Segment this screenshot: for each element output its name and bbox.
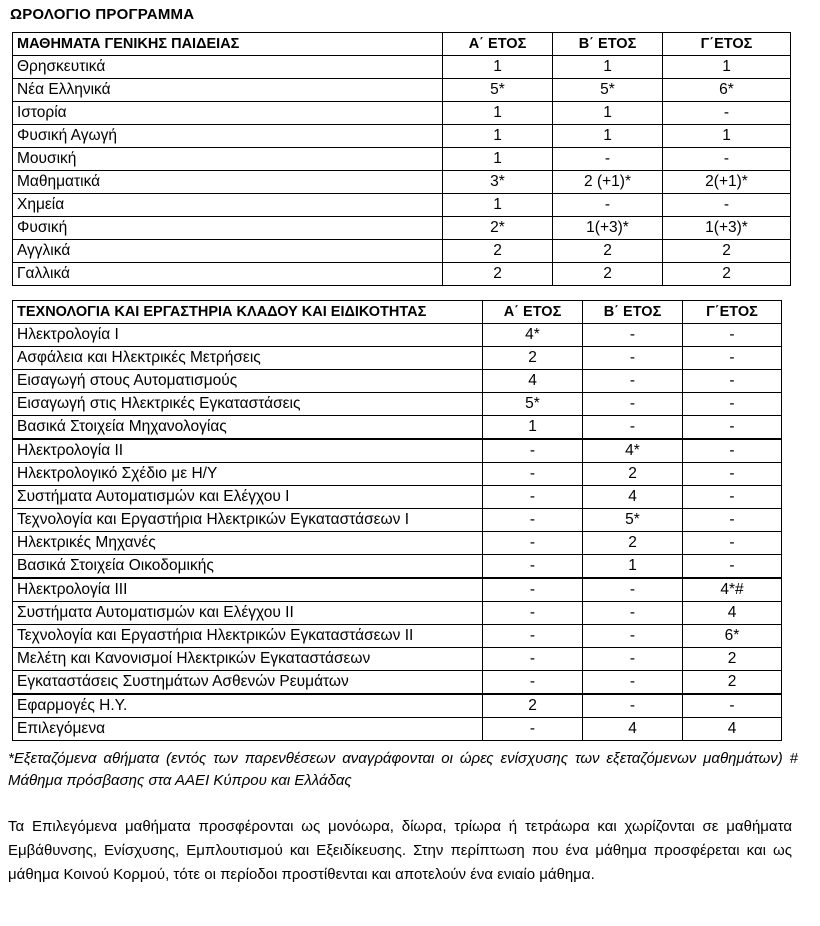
hours-cell: 4 (583, 486, 683, 509)
hours-cell: - (483, 509, 583, 532)
subject-cell: Φυσική Αγωγή (13, 125, 443, 148)
hours-cell: - (583, 671, 683, 695)
hours-cell: - (583, 648, 683, 671)
hours-cell: 3* (443, 171, 553, 194)
hours-cell: 1 (443, 56, 553, 79)
subject-cell: Αγγλικά (13, 240, 443, 263)
table-row (13, 393, 782, 416)
hours-cell: 5* (553, 79, 663, 102)
hours-cell: 4* (483, 324, 583, 347)
subject-cell: Συστήματα Αυτοματισμών και Ελέγχου Ι (13, 486, 483, 509)
table-row (13, 370, 782, 393)
hours-cell: 1 (443, 125, 553, 148)
table-row (13, 347, 782, 370)
hours-cell: 4 (483, 370, 583, 393)
table-row (13, 555, 782, 579)
general-education-table (12, 32, 791, 286)
table-row (13, 486, 782, 509)
subject-cell: Εισαγωγή στους Αυτοματισμούς (13, 370, 483, 393)
hours-cell: - (683, 347, 782, 370)
hours-cell: - (683, 555, 782, 579)
table-row (13, 171, 791, 194)
subject-cell: Ηλεκτρικές Μηχανές (13, 532, 483, 555)
subject-cell: Χημεία (13, 194, 443, 217)
hours-cell: 6* (683, 625, 782, 648)
subject-cell: Φυσική (13, 217, 443, 240)
hours-cell: 2 (683, 671, 782, 695)
hours-cell: 1 (553, 125, 663, 148)
hours-cell: - (483, 486, 583, 509)
hours-cell: - (483, 602, 583, 625)
hours-cell: - (583, 694, 683, 718)
column-header-subject: ΜΑΘΗΜΑΤΑ ΓΕΝΙΚΗΣ ΠΑΙΔΕΙΑΣ (13, 33, 443, 56)
hours-cell: 1 (553, 102, 663, 125)
hours-cell: - (583, 625, 683, 648)
tech-table-body (13, 324, 782, 741)
hours-cell: - (483, 671, 583, 695)
hours-cell: - (683, 416, 782, 440)
table-row (13, 694, 782, 718)
subject-cell: Ηλεκτρολογία ΙΙ (13, 439, 483, 463)
hours-cell: - (483, 718, 583, 741)
table-row (13, 56, 791, 79)
subject-cell: Γαλλικά (13, 263, 443, 286)
hours-cell: - (663, 148, 791, 171)
hours-cell: - (483, 578, 583, 602)
hours-cell: 6* (663, 79, 791, 102)
hours-cell: 2 (663, 240, 791, 263)
hours-cell: 2 (553, 263, 663, 286)
subject-cell: Ασφάλεια και Ηλεκτρικές Μετρήσεις (13, 347, 483, 370)
hours-cell: 4 (683, 602, 782, 625)
table-row (13, 125, 791, 148)
column-header-year-a: Α΄ ΕΤΟΣ (443, 33, 553, 56)
hours-cell: - (483, 463, 583, 486)
hours-cell: 2 (+1)* (553, 171, 663, 194)
hours-cell: 2 (683, 648, 782, 671)
hours-cell: - (583, 393, 683, 416)
hours-cell: 2 (583, 532, 683, 555)
hours-cell: 1 (443, 148, 553, 171)
table-row (13, 648, 782, 671)
table-row (13, 148, 791, 171)
table-row (13, 625, 782, 648)
hours-cell: - (683, 694, 782, 718)
footnote: *Εξεταζόμενα αθήματα (εντός των παρενθέσεων αναγράφονται οι ώρες ενίσχυσης των εξεταζόμενων μαθημάτων) # Μάθημα πρόσβασης στα ΑΑΕΙ Κύπρου και Ελλάδας (8, 750, 798, 789)
table-row (13, 416, 782, 440)
hours-cell: - (583, 324, 683, 347)
technology-workshops-table (12, 300, 782, 741)
hours-cell: - (683, 439, 782, 463)
hours-cell: 5* (443, 79, 553, 102)
column-header-year-c: Γ΄ΕΤΟΣ (663, 33, 791, 56)
hours-cell: 5* (583, 509, 683, 532)
column-header-year-c: Γ΄ΕΤΟΣ (683, 301, 782, 324)
column-header-subject: ΤΕΧΝΟΛΟΓΙΑ ΚΑΙ ΕΡΓΑΣΤΗΡΙΑ ΚΛΑΔΟΥ ΚΑΙ ΕΙΔΙΚΟΤΗΤΑΣ (13, 301, 483, 324)
hours-cell: - (663, 194, 791, 217)
hours-cell: - (583, 578, 683, 602)
subject-cell: Βασικά Στοιχεία Μηχανολογίας (13, 416, 483, 440)
hours-cell: - (483, 439, 583, 463)
hours-cell: - (483, 532, 583, 555)
subject-cell: Τεχνολογία και Εργαστήρια Ηλεκτρικών Εγκαταστάσεων ΙΙ (13, 625, 483, 648)
hours-cell: 4 (683, 718, 782, 741)
hours-cell: 2 (583, 463, 683, 486)
subject-cell: Εισαγωγή στις Ηλεκτρικές Εγκαταστάσεις (13, 393, 483, 416)
hours-cell: 2 (443, 263, 553, 286)
hours-cell: 2 (663, 263, 791, 286)
hours-cell: - (583, 347, 683, 370)
hours-cell: 1 (443, 102, 553, 125)
subject-cell: Θρησκευτικά (13, 56, 443, 79)
table-row (13, 578, 782, 602)
subject-cell: Μελέτη και Κανονισμοί Ηλεκτρικών Εγκαταστάσεων (13, 648, 483, 671)
hours-cell: 1 (483, 416, 583, 440)
hours-cell: - (683, 509, 782, 532)
subject-cell: Ηλεκτρολογία ΙΙΙ (13, 578, 483, 602)
subject-cell: Ηλεκτρολογία Ι (13, 324, 483, 347)
hours-cell: 1 (443, 194, 553, 217)
hours-cell: - (583, 370, 683, 393)
subject-cell: Εφαρμογές Η.Υ. (13, 694, 483, 718)
column-header-year-b: Β΄ ΕΤΟΣ (583, 301, 683, 324)
hours-cell: 2* (443, 217, 553, 240)
hours-cell: 1 (583, 555, 683, 579)
hours-cell: 1(+3)* (663, 217, 791, 240)
hours-cell: 4*# (683, 578, 782, 602)
hours-cell: - (663, 102, 791, 125)
hours-cell: 2 (483, 347, 583, 370)
general-table-body (13, 56, 791, 286)
hours-cell: - (683, 532, 782, 555)
hours-cell: - (683, 393, 782, 416)
table-row (13, 240, 791, 263)
page-title: ΩΡΟΛΟΓΙΟ ΠΡΟΓΡΑΜΜΑ (10, 6, 195, 23)
hours-cell: 2 (553, 240, 663, 263)
hours-cell: 2 (483, 694, 583, 718)
hours-cell: - (483, 625, 583, 648)
hours-cell: 1(+3)* (553, 217, 663, 240)
hours-cell: - (683, 324, 782, 347)
subject-cell: Βασικά Στοιχεία Οικοδομικής (13, 555, 483, 579)
column-header-year-b: Β΄ ΕΤΟΣ (553, 33, 663, 56)
subject-cell: Νέα Ελληνικά (13, 79, 443, 102)
hours-cell: 4 (583, 718, 683, 741)
hours-cell: - (553, 194, 663, 217)
hours-cell: 1 (663, 125, 791, 148)
table-row (13, 79, 791, 102)
table-row (13, 463, 782, 486)
table-header-row (13, 33, 791, 56)
subject-cell: Ιστορία (13, 102, 443, 125)
hours-cell: - (483, 555, 583, 579)
subject-cell: Μουσική (13, 148, 443, 171)
subject-cell: Επιλεγόμενα (13, 718, 483, 741)
table-row (13, 602, 782, 625)
subject-cell: Συστήματα Αυτοματισμών και Ελέγχου ΙΙ (13, 602, 483, 625)
table-row (13, 263, 791, 286)
electives-paragraph: Τα Επιλεγόμενα μαθήματα προσφέρονται ως μονόωρα, δίωρα, τρίωρα ή τετράωρα και χωρίζονται σε μαθήματα Εμβάθυνσης, Ενίσχυσης, Εμπλουτισμού και Εξειδίκευσης. Στην περίπτωση που ένα μάθημα προσφέρεται και ως μάθημα Κοινού Κορμού, τότε οι περίοδοι προστίθενται και αποτελούν ένα ενιαίο μάθημα. (8, 818, 792, 883)
table-row (13, 509, 782, 532)
hours-cell: 4* (583, 439, 683, 463)
hours-cell: - (683, 370, 782, 393)
hours-cell: - (683, 486, 782, 509)
table-row (13, 217, 791, 240)
hours-cell: - (483, 648, 583, 671)
table-row (13, 671, 782, 695)
hours-cell: - (583, 416, 683, 440)
table-row (13, 194, 791, 217)
table-row (13, 102, 791, 125)
table-row (13, 532, 782, 555)
hours-cell: 2(+1)* (663, 171, 791, 194)
hours-cell: - (683, 463, 782, 486)
table-row (13, 718, 782, 741)
hours-cell: 1 (663, 56, 791, 79)
hours-cell: 5* (483, 393, 583, 416)
subject-cell: Μαθηματικά (13, 171, 443, 194)
subject-cell: Τεχνολογία και Εργαστήρια Ηλεκτρικών Εγκαταστάσεων Ι (13, 509, 483, 532)
hours-cell: 2 (443, 240, 553, 263)
hours-cell: - (553, 148, 663, 171)
hours-cell: - (583, 602, 683, 625)
table-row (13, 439, 782, 463)
table-header-row (13, 301, 782, 324)
column-header-year-a: Α΄ ΕΤΟΣ (483, 301, 583, 324)
subject-cell: Εγκαταστάσεις Συστημάτων Ασθενών Ρευμάτων (13, 671, 483, 695)
subject-cell: Ηλεκτρολογικό Σχέδιο με Η/Υ (13, 463, 483, 486)
hours-cell: 1 (553, 56, 663, 79)
table-row (13, 324, 782, 347)
